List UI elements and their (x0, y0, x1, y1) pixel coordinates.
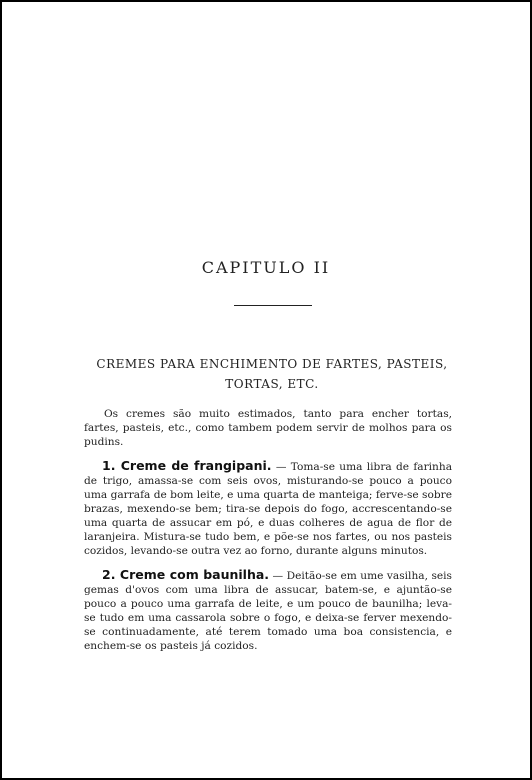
intro-paragraph: Os cremes são muito estimados, tanto para encher tortas, fartes, pasteis, etc., como tambem podem servir de molhos para os pudins. (84, 408, 452, 448)
recipe-paragraph-1 (84, 459, 452, 558)
recipe-title-1: 1. Creme de frangipani. (102, 458, 272, 473)
page-body (84, 407, 452, 663)
section-heading-line-1: CREMES PARA ENCHIMENTO DE FARTES, PASTEIS, (96, 357, 448, 371)
recipe-title-2: 2. Creme com baunilha. (102, 567, 270, 582)
chapter-title: CAPITULO II (201, 258, 331, 277)
title-divider (234, 305, 312, 306)
recipe-paragraph-2 (84, 568, 452, 653)
section-heading (82, 354, 462, 394)
recipe-text-2: — Deitão-se em ume vasilha, seis gemas d'ovos com uma libra de assucar, batem-se, e ajuntão-se pouco a pouco uma garrafa de leite, e um pouco de baunilha; leva-se tudo em uma cassarola sobre o fogo, e deixa-se ferver mexendo-se continuadamente, até terem tomado uma boa consistencia, e enchem-se os pasteis já cozidos. (84, 570, 452, 652)
section-heading-line-2: TORTAS, ETC. (225, 377, 319, 391)
recipe-text-1: — Toma-se uma libra de farinha de trigo, amassa-se com seis ovos, misturando-se pouco a pouco uma garrafa de bom leite, e uma quarta de manteiga; ferve-se sobre brazas, mexendo-se bem; tira-se depois do fogo, accrescentando-se uma quarta de assucar em pó, e duas colheres de agua de flor de laranjeira. Mistura-se tudo bem, e põe-se nos fartes, ou nos pasteis cozidos, levando-se outra vez ao forno, durante alguns minutos. (84, 461, 453, 557)
